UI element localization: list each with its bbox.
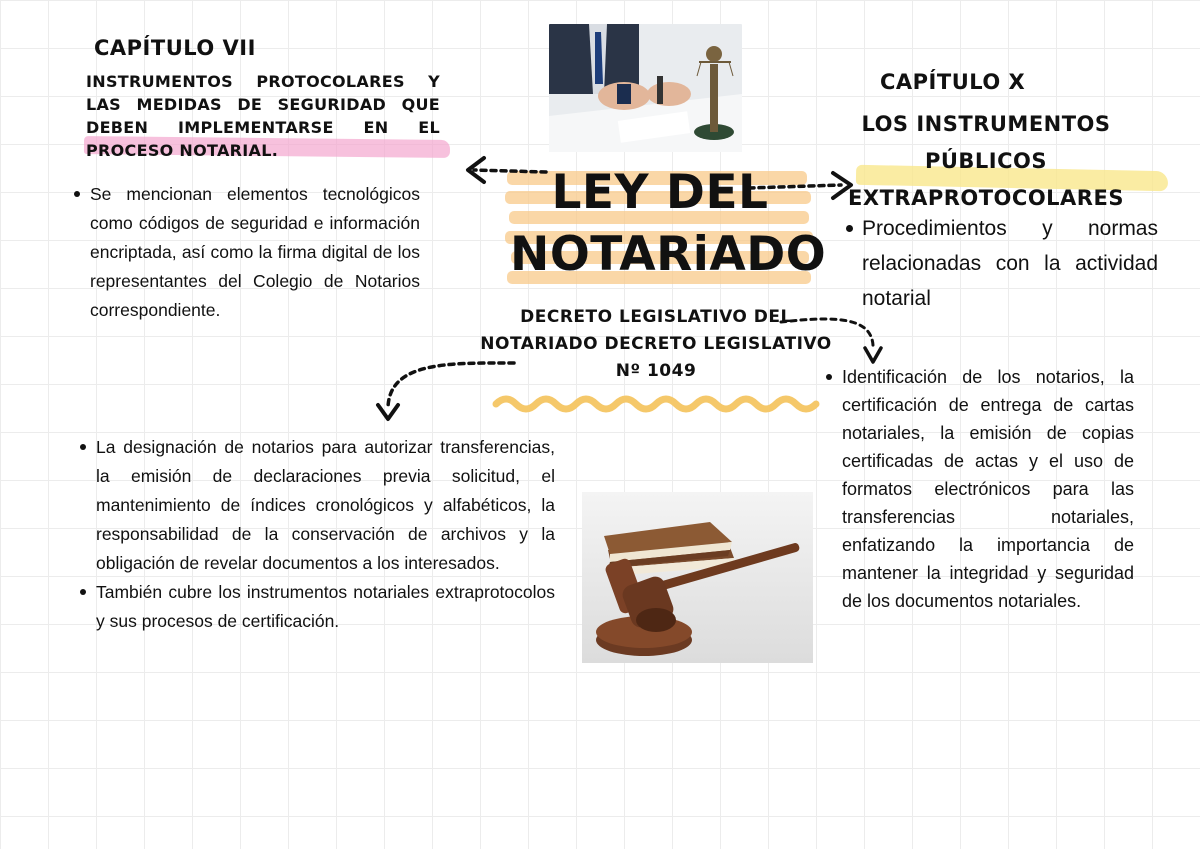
gavel-and-books-photo — [582, 492, 813, 663]
left-arrow-icon — [460, 150, 550, 190]
list-item: También cubre los instrumentos notariales extraprotocolos y sus procesos de certificación. — [96, 578, 555, 636]
main-title-line-1: LEY DEL — [551, 165, 769, 220]
wavy-underline — [492, 392, 822, 414]
list-item: La designación de notarios para autorizar transferencias, la emisión de declaraciones previa solicitud, el mantenimiento de índices cronológicos y alfabéticos, la responsabilidad de la conservación de archivos y la obligación de revelar documentos a los interesados. — [96, 433, 555, 578]
protocol-bullet-list — [76, 433, 555, 636]
chapter-10-bullet-list — [842, 211, 1158, 316]
list-item: Identificación de los notarios, la certificación de entrega de cartas notariales, la emisión de copias certificadas de actas y el uso de formatos electrónicos para las transferencias notariales, enfatizando la importancia de mantener la integridad y seguridad de los documentos notariales. — [842, 363, 1134, 615]
chapter-10-title: CAPÍTULO X — [880, 70, 1026, 94]
extraprotocol-bullet-list — [822, 363, 1134, 615]
main-title-line-2: NOTARiADO — [510, 227, 827, 282]
list-item: Procedimientos y normas relacionadas con la actividad notarial — [862, 211, 1158, 316]
chapter-7-bullet-list — [70, 180, 420, 325]
chapter-10-subtitle: LOS INSTRUMENTOS PÚBLICOS EXTRAPROTOCOLARES — [848, 112, 1124, 210]
decree-subtitle: DECRETO LEGISLATIVO DEL NOTARIADO DECRETO LEGISLATIVO Nº 1049 — [480, 307, 832, 381]
list-item: Se mencionan elementos tecnológicos como códigos de seguridad e información encriptada, así como la firma digital de los representantes del Colegio de Notarios correspondiente. — [90, 180, 420, 325]
down-right-arrow-icon — [775, 312, 885, 368]
chapter-7-subtitle: INSTRUMENTOS PROTOCOLARES Y LAS MEDIDAS DE SEGURIDAD QUE DEBEN IMPLEMENTARSE EN EL PROCESO NOTARIAL. — [86, 72, 440, 160]
down-left-arrow-icon — [370, 355, 520, 425]
notary-signing-photo — [549, 24, 742, 152]
chapter-7-title: CAPÍTULO VII — [94, 36, 256, 60]
